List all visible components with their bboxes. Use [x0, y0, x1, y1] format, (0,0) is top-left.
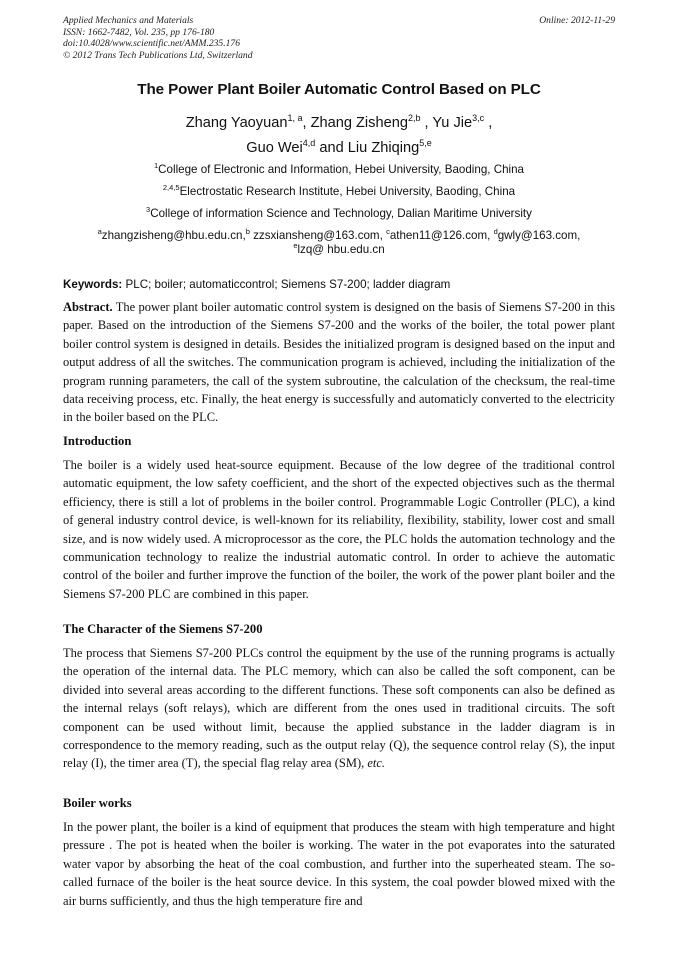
journal-copyright: © 2012 Trans Tech Publications Ltd, Switzerland [63, 49, 253, 61]
author-list [63, 111, 615, 161]
email-e[interactable]: lzq@ hbu.edu.cn [297, 243, 385, 256]
email-sup: a [97, 227, 102, 237]
author-and: and [319, 140, 344, 156]
email-line-2 [63, 243, 615, 257]
author-sup: 2,b [407, 113, 421, 124]
journal-header [63, 15, 615, 61]
keywords-text: PLC; boiler; automaticcontrol; Siemens S7-200; ladder diagram [125, 278, 451, 291]
affiliation-3 [63, 207, 615, 221]
email-sup: b [245, 227, 250, 237]
affiliation-sup: 3 [146, 205, 151, 215]
author-line-2 [63, 136, 615, 161]
email-c[interactable]: athen11@126.com, [389, 229, 491, 242]
author-line-1: Zhang Yaoyuan$^{1, a}$, Zhang Zisheng$^{2,b}$ , Yu Jie$^{3,c}$ , [185, 113, 493, 131]
email-sup: d [493, 227, 498, 237]
author-name: Liu Zhiqing [347, 140, 420, 156]
abstract-text: The power plant boiler automatic control system is designed on the basis of Siemens S7-200 in this paper. Based on the introduction of the Siemens S7-200 and the works of the boiler, the total power plant boiler control system is designed in details. Besides the initialized program is designed based on the input and output address of all the switches. The communication program is achieved, including the initialization of the program running parameters, the call of the system subroutine, the calculation of the checksum, the real-time data receiving process, etc. Finally, the heat energy is successfully and automaticly converted to the electricity in the boiler based on the PLC. [63, 300, 615, 425]
abstract [63, 298, 615, 427]
email-b[interactable]: zzsxiansheng@163.com, [253, 229, 383, 242]
section-heading-character: The Character of the Siemens S7-200 [63, 622, 263, 636]
affiliation-text: College of information Science and Technology, Dalian Maritime University [150, 207, 532, 220]
journal-name: Applied Mechanics and Materials [63, 15, 194, 26]
affiliation-text: College of Electronic and Information, Hebei University, Baoding, China [158, 163, 524, 176]
paragraph: The process that Siemens S7-200 PLCs control the equipment by the use of the running programs is actually the operation of the internal data. The PLC memory, which can also be called the soft component, can be divided into several areas according to the different functions. These soft components can also be defined as the internal relays (soft relays), which are different from the ones used in traditional circuits. The soft component can be used without limit, because the applied substance in the ladder diagram is in correspondence to the memory reading, such as the output relay (Q), the sequence control relay (S), the input relay (I), the timer area (T), the special flag relay area (SM), [63, 646, 615, 771]
email-d[interactable]: gwly@163.com, [497, 229, 581, 242]
section-body-boiler-works [63, 818, 615, 910]
author-sup: 3,c [472, 113, 485, 124]
section-body-introduction [63, 456, 615, 603]
author-name: Zhang Yaoyuan [185, 115, 288, 131]
email-sup: e [293, 241, 298, 251]
author-sup: 5,e [419, 138, 432, 149]
author-name: Yu Jie [432, 115, 473, 131]
keywords [63, 278, 615, 291]
affiliation-text: Electrostatic Research Institute, Hebei University, Baoding, China [179, 185, 516, 198]
journal-issn: ISSN: 1662-7482, Vol. 235, pp 176-180 [63, 26, 215, 38]
section-heading-boiler-works: Boiler works [63, 796, 132, 810]
author-name: Guo Wei [246, 140, 303, 156]
email-list [63, 229, 615, 257]
journal-doi: doi:10.4028/www.scientific.net/AMM.235.176 [63, 38, 241, 50]
author-name: Zhang Zisheng [310, 115, 408, 131]
affiliation-sup: 2,4,5 [162, 183, 180, 193]
paragraph-tail: etc. [367, 756, 386, 771]
email-line-1 [63, 229, 615, 243]
author-sup: 4,d [302, 138, 316, 149]
paragraph: The boiler is a widely used heat-source equipment. Because of the low degree of the traditional control automatic equipment, the low safety coefficient, and the short of the expected objectives such as the thermal efficiency, there is still a lot of problems in the boiler control. Programmable Logic Controller (PLC), a kind of general industry control device, is well-known for its reliability, flexibility, stability, lower cost and small size, and is now widely used. A microprocessor as the core, the PLC holds the automation technology and the communication technology to realize the industrial automatic control. In order to achieve the automatic control of the boiler and further improve the function of the boiler, the work of the power plant boiler and the Siemens S7-200 PLC are combined in this paper. [63, 458, 615, 601]
email-sup: c [386, 227, 390, 237]
keywords-label: Keywords: [63, 278, 123, 291]
online-date: Online: 2012-11-29 [539, 15, 615, 26]
paragraph: In the power plant, the boiler is a kind of equipment that produces the steam with high temperature and hight pressure . The pot is heated when the boiler is working. The water in the pot evaporates into the saturated water vapor by absorbing the heat of the coal combustion, and further into the superheated steam. The so-called furnace of the boiler is the heat source device. In this system, the coal powder blowed mixed with the air burns sufficiently, and thus the high temperature fire and [63, 820, 615, 908]
abstract-label: Abstract. [63, 300, 113, 314]
section-heading-introduction: Introduction [63, 434, 132, 448]
affiliation-sup: 1 [154, 161, 159, 171]
author-sup: 1, a [287, 113, 303, 124]
affiliation-2 [63, 185, 615, 199]
section-body-character [63, 644, 615, 773]
affiliation-1 [63, 163, 615, 177]
email-a[interactable]: zhangzisheng@hbu.edu.cn, [101, 229, 246, 242]
paper-title: The Power Plant Boiler Automatic Control Based on PLC [137, 81, 541, 98]
